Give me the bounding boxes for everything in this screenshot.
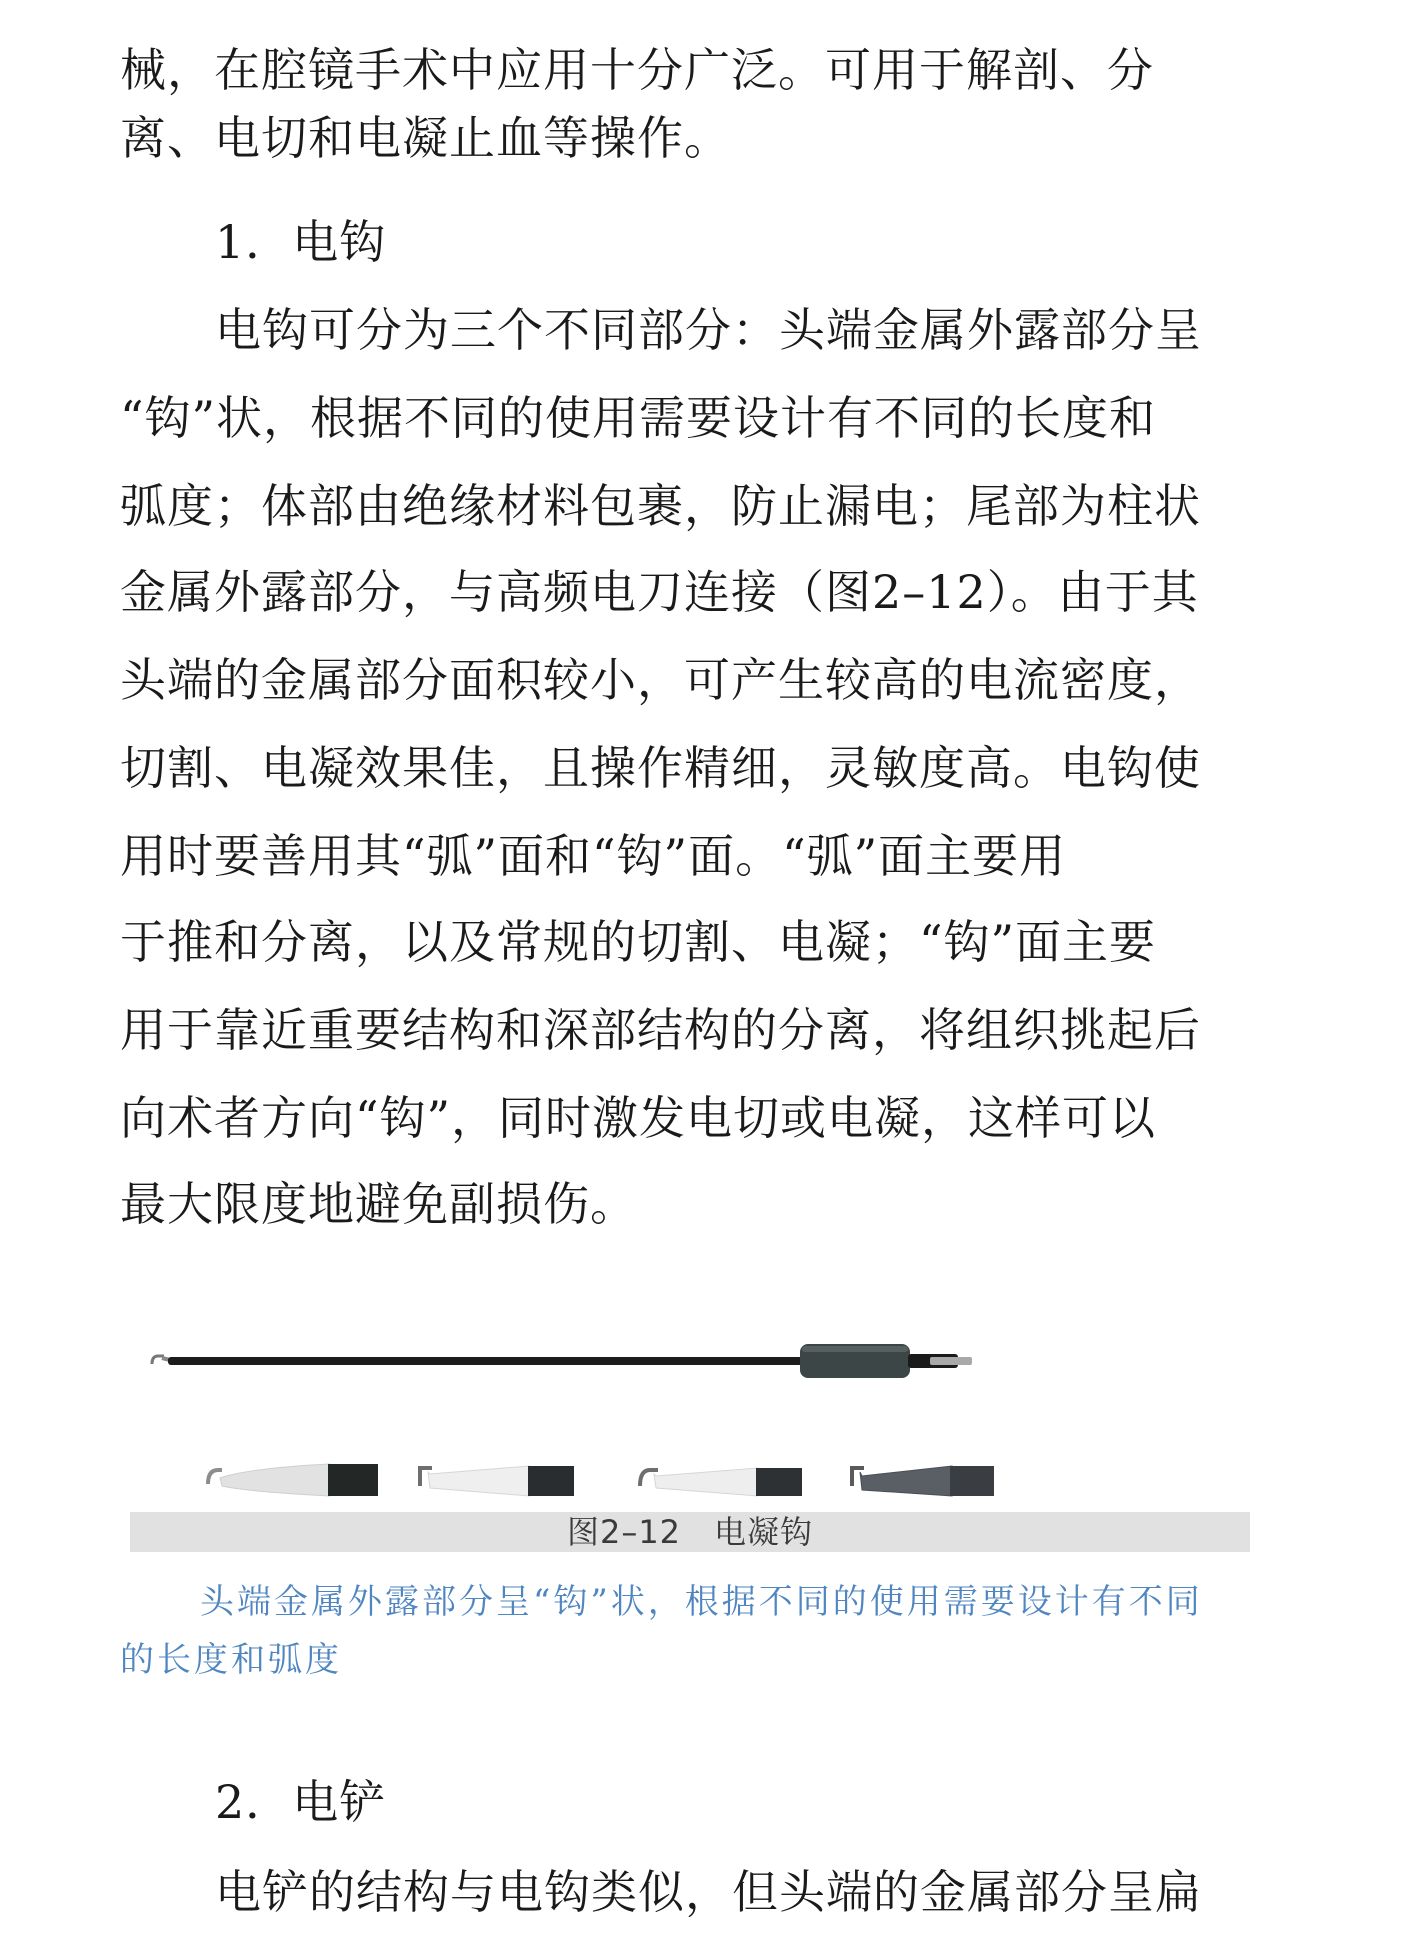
section-heading-electric-hook: 1．电钩 [215, 215, 387, 269]
figure-caption: 图2–12 电凝钩 [566, 1513, 814, 1551]
hook-tip-detail-1 [208, 1464, 378, 1496]
body-text-line: 金属外露部分，与高频电刀连接（图2–12）。由于其 [120, 565, 1199, 619]
body-text-line: 电钩可分为三个不同部分：头端金属外露部分呈 [215, 303, 1202, 357]
section-heading-electric-spatula: 2．电铲 [215, 1775, 387, 1829]
hook-tip-detail-4 [852, 1466, 994, 1496]
body-text-line: 头端的金属部分面积较小，可产生较高的电流密度， [120, 653, 1201, 707]
body-text-line: 切割、电凝效果佳，且操作精细，灵敏度高。电钩使 [120, 741, 1201, 795]
body-text-line: 最大限度地避免副损伤。 [120, 1177, 637, 1231]
full-hook-instrument [152, 1344, 972, 1378]
figure-description-line: 头端金属外露部分呈“钩”状，根据不同的使用需要设计有不同 [200, 1582, 1203, 1622]
body-text-line: 弧度；体部由绝缘材料包裹，防止漏电；尾部为柱状 [120, 479, 1201, 533]
figure-caption-bar [130, 1512, 1250, 1552]
body-text-line: 电铲的结构与电钩类似，但头端的金属部分呈扁 [215, 1865, 1202, 1919]
body-text-line: 于推和分离，以及常规的切割、电凝；“钩”面主要 [120, 915, 1157, 969]
body-text-line: 向术者方向“钩”，同时激发电切或电凝，这样可以 [120, 1091, 1157, 1145]
body-text-line: 用于靠近重要结构和深部结构的分离，将组织挑起后 [120, 1003, 1201, 1057]
body-text-line: 离、电切和电凝止血等操作。 [120, 111, 731, 165]
figure-description-line: 的长度和弧度 [120, 1640, 342, 1680]
body-text-line: 械，在腔镜手术中应用十分广泛。可用于解剖、分 [120, 43, 1154, 97]
body-text-line: “钩”状，根据不同的使用需要设计有不同的长度和 [120, 391, 1157, 445]
hook-tip-detail-3 [640, 1468, 802, 1496]
body-text-line: 用时要善用其“弧”面和“钩”面。“弧”面主要用 [120, 829, 1067, 883]
hook-tip-detail-2 [420, 1466, 574, 1496]
